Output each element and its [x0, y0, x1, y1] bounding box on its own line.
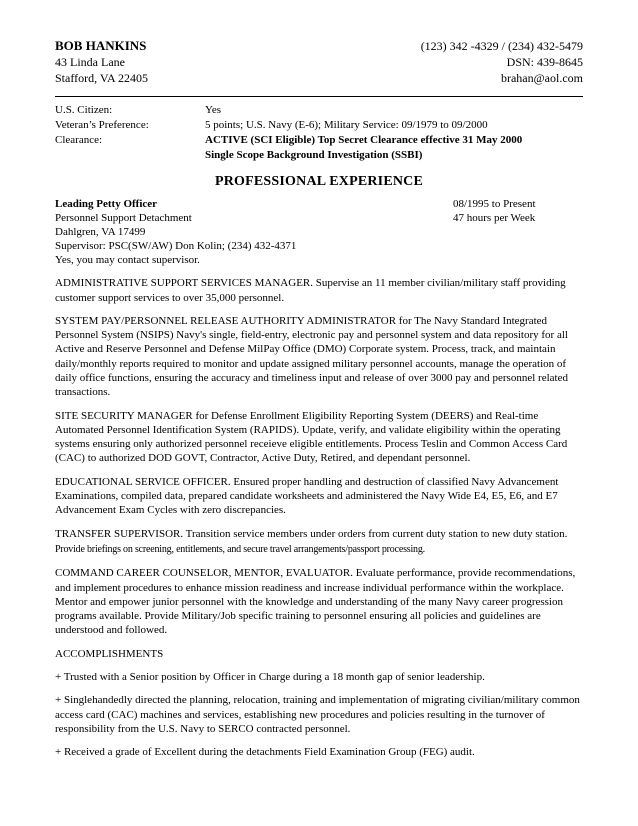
city-state: Stafford, VA 22405: [55, 71, 149, 85]
info-row-citizen: [55, 103, 583, 118]
duty-text: TRANSFER SUPERVISOR. Transition service members under orders from current duty station to new duty station.: [55, 527, 568, 540]
duty-paragraph: ADMINISTRATIVE SUPPORT SERVICES MANAGER. Supervise an 11 member civilian/military staff providing customer support services to over 35,000 personnel.: [55, 277, 566, 304]
info-label: U.S. Citizen:: [55, 104, 113, 116]
accomplishment-item: + Received a grade of Excellent during the detachments Field Examination Group (FEG) audit.: [55, 746, 475, 759]
job-supervisor: Supervisor: PSC(SW/AW) Don Kolin; (234) 432-4371: [55, 240, 297, 253]
info-value: Yes: [205, 104, 222, 116]
info-label: [55, 148, 205, 163]
duty-paragraph: SITE SECURITY MANAGER for Defense Enrollment Eligibility Reporting System (DEERS) and Real-time Automated Personnel Identification System (RAPIDS). Update, verify, and validate eligibility within the operating systems ensuring only authorized personnel receieve eligible entitlements. Process Teslin and Common Access Card (CAC) to authorized DOD GOVT, Contractor, Active Duty, Retired, and dependant personnel.: [55, 409, 568, 465]
job-hours: 47 hours per Week: [453, 212, 536, 225]
resume-page: [55, 38, 583, 760]
street-address: 43 Linda Lane: [55, 55, 125, 69]
info-value: 5 points; U.S. Navy (E-6); Military Service: 09/1979 to 09/2000: [205, 119, 488, 131]
accomplishment-item: + Trusted with a Senior position by Officer in Charge during a 18 month gap of senior leadership.: [55, 671, 485, 684]
accomplishment-item: + Singlehandedly directed the planning, relocation, training and implementation of migrating civilian/military common access card (CAC) machines and services, establishing new procedures and policies resulting in the turnover of responsibility from the U.S. Navy to SERCO contracted personnel.: [55, 694, 580, 735]
header-row-1: [55, 38, 583, 54]
phone-numbers: (123) 342 -4329 / (234) 432-5479: [420, 39, 583, 53]
accomplishments-heading: ACCOMPLISHMENTS: [55, 647, 164, 660]
header-row-2: [55, 54, 583, 70]
duty-paragraph: [55, 527, 583, 558]
dsn-number: DSN: 439-8645: [506, 55, 583, 69]
email-address[interactable]: brahan@aol.com: [500, 71, 583, 85]
candidate-name: BOB HANKINS: [55, 38, 147, 53]
job-row-title: [55, 197, 583, 211]
job-unit: Personnel Support Detachment: [55, 212, 192, 225]
info-value: Single Scope Background Investigation (SSBI): [205, 149, 423, 161]
duty-paragraph: EDUCATIONAL SERVICE OFFICER. Ensured proper handling and destruction of classified Navy Advancement Examinations, compiled data, prepared candidate worksheets and administered the Navy Wide E4, E5, E6, and E7 Advancement Exam Cycles with zero discrepancies.: [55, 475, 559, 517]
job-row-unit: [55, 211, 583, 225]
info-value: ACTIVE (SCI Eligible) Top Secret Clearance effective 31 May 2000: [205, 134, 523, 146]
info-label: Clearance:: [55, 134, 103, 146]
info-label: Veteran’s Preference:: [55, 119, 149, 131]
header-divider: [55, 96, 583, 97]
duty-text-small: Provide briefings on screening, entitlements, and secure travel arrangements/passport processing.: [55, 543, 425, 555]
job-contact: Yes, you may contact supervisor.: [55, 254, 200, 267]
duty-paragraph: SYSTEM PAY/PERSONNEL RELEASE AUTHORITY ADMINISTRATOR for The Navy Standard Integrated Personnel System (NSIPS) Navy's single, field-entry, electronic pay and personnel system and data repository for all Active and Reserve Personnel and Defense MilPay Office (DMO) Corporate system. Process, track, and maintain daily/monthly reports required to monitor and update assigned military personnel accounts, manage the operation of daily office functions, ensuring the accuracy and timeliness input and release of over 3000 pay and personnel related transactions.: [55, 314, 568, 399]
info-row-clearance: [55, 133, 583, 148]
job-dates: 08/1995 to Present: [453, 198, 536, 211]
info-row-veteran: [55, 118, 583, 133]
duty-paragraph: COMMAND CAREER COUNSELOR, MENTOR, EVALUATOR. Evaluate performance, provide recommendations, and implement procedures to enhance mission readiness and increase individual performance within the workplace. Mentor and empower junior personnel with the knowledge and understanding of the many Navy career progression programs available. Provide Military/Job specific training to personnel ensuring all policies and guidelines are understood and followed.: [55, 567, 576, 637]
info-row-ssbi: [55, 148, 583, 163]
job-title: Leading Petty Officer: [55, 198, 158, 211]
job-location: Dahlgren, VA 17499: [55, 226, 146, 239]
section-title: PROFESSIONAL EXPERIENCE: [214, 174, 424, 189]
header-row-3: [55, 70, 583, 86]
